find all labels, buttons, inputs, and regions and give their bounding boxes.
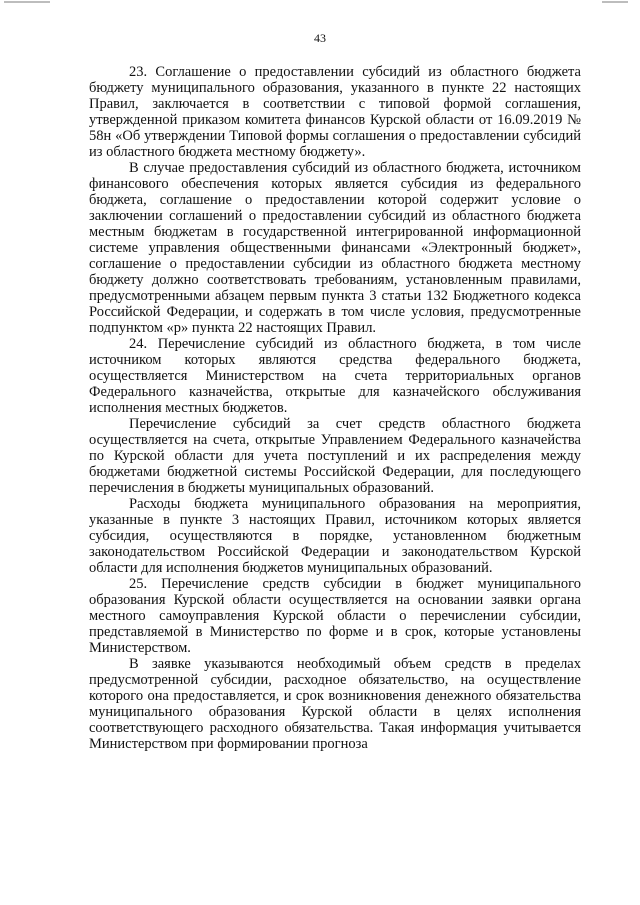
paragraph: Перечисление субсидий за счет средств областного бюджета осуществляется на счета, открытые Управлением Федерального казначейства по Курской области для учета поступлений и их распределения между бюджетами бюджетной системы Российской Федерации, для последующего перечисления в бюджеты муниципальных образований. [89,416,581,496]
scan-edge-mark [4,1,50,3]
page-number: 43 [314,31,326,45]
paragraph: 25. Перечисление средств субсидии в бюджет муниципального образования Курской области осуществляется на основании заявки органа местного самоуправления Курской области о перечислении субсидии, представляемой в Министерство по форме и в срок, которые установлены Министерством. [89,576,581,656]
paragraph: Расходы бюджета муниципального образования на мероприятия, указанные в пункте 3 настоящих Правил, источником которых является субсидия, осуществляются в порядке, установленном бюджетным законодательством Российской Федерации и законодательством Курской области для исполнения бюджетов муниципальных образований. [89,496,581,576]
document-body [89,64,581,752]
paragraph: В случае предоставления субсидий из областного бюджета, источником финансового обеспечения которых является субсидия из федерального бюджета, соглашение о предоставлении которой содержит условие о заключении соглашений о предоставлении субсидий из областного бюджета местным бюджетам в государственной интегрированной информационной системе управления общественными финансами «Электронный бюджет», соглашение о предоставлении субсидии из областного бюджета местному бюджету должно соответствовать требованиям, установленным правилами, предусмотренными абзацем первым пункта 3 статьи 132 Бюджетного кодекса Российской Федерации, и содержать в том числе условия, предусмотренные подпунктом «р» пункта 22 настоящих Правил. [89,160,581,336]
paragraph: В заявке указываются необходимый объем средств в пределах предусмотренной субсидии, расходное обязательство, на осуществление которого она предоставляется, и срок возникновения денежного обязательства муниципального образования Курской области в целях исполнения соответствующего расходного обязательства. Такая информация учитывается Министерством при формировании прогноза [89,656,581,752]
scan-edge-mark [602,1,628,3]
paragraph: 23. Соглашение о предоставлении субсидий из областного бюджета бюджету муниципального образования, указанного в пункте 22 настоящих Правил, заключается в соответствии с типовой формой соглашения, утвержденной приказом комитета финансов Курской области от 16.09.2019 № 58н «Об утверждении Типовой формы соглашения о предоставлении субсидий из областного бюджета местному бюджету». [89,64,581,160]
paragraph: 24. Перечисление субсидий из областного бюджета, в том числе источником которых являются средства федерального бюджета, осуществляется Министерством на счета территориальных органов Федерального казначейства, открытые для казначейского обслуживания исполнения местных бюджетов. [89,336,581,416]
